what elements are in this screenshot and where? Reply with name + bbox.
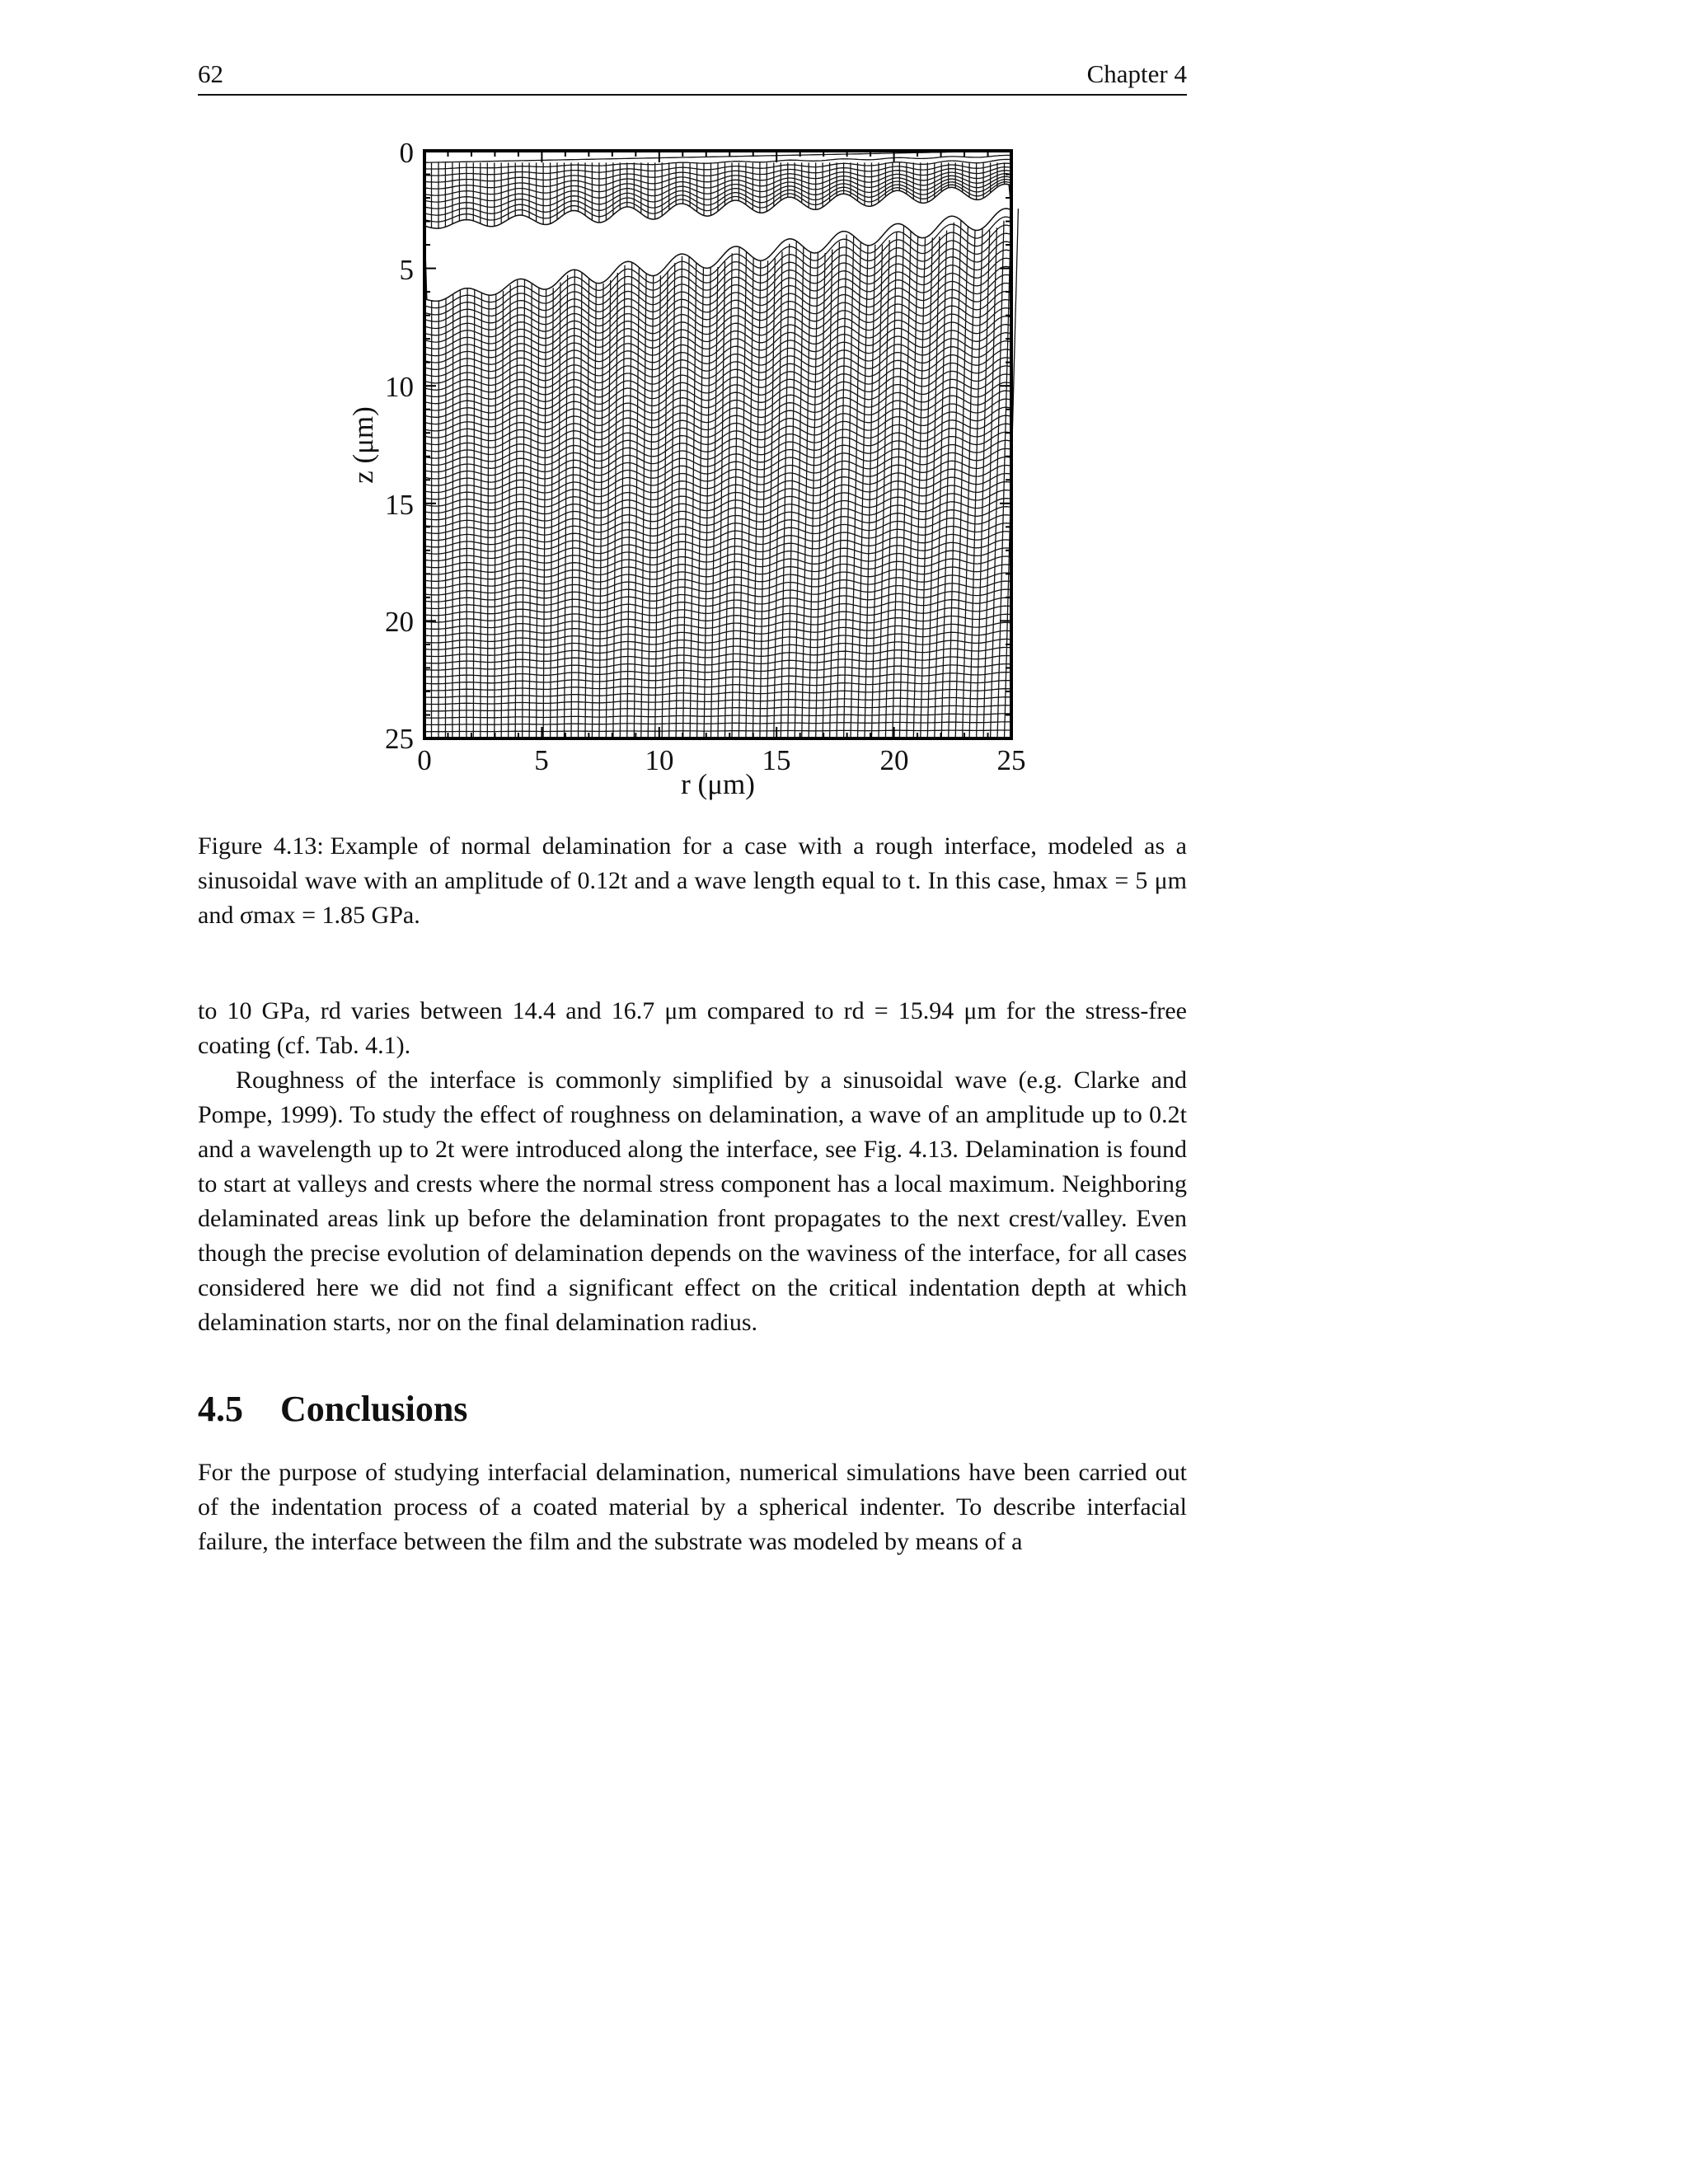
page-number: 62 [198,59,223,88]
body-section [198,994,1187,1340]
mesh-line [927,237,940,738]
mesh-line [941,223,954,738]
mesh-line [459,290,460,738]
mesh-line [424,382,1011,445]
mesh-line [452,294,453,738]
mesh-line [424,556,1011,588]
section-number: 4.5 [198,1389,243,1429]
mesh-line [935,231,947,739]
mesh-line [481,293,482,738]
conclusion-section [198,1455,1187,1559]
mesh-line [969,227,982,738]
paragraph-conclusion: For the purpose of studying interfacial delamination, numerical simulations have been carried out of the indentation process of a coated material by a spherical indenter. To describe interfacial failure, the interface between the film and the substrate was modeled by means of a [198,1459,1187,1555]
mesh-line [424,374,1011,438]
caption-label: Figure 4.13: [198,832,324,860]
x-tick-20: 20 [879,744,909,776]
paragraph-roughness: Roughness of the interface is commonly simplified by a sinusoidal wave (e.g. Clarke and Pompe, 1999). To study the effect of roughness on delamination, a wave of an amplitude up to 0.2t and a wavelength up to 2t were introduced along the interface, see Fig. 4.13. Delamination is found to start at valleys and crests where the normal stress component has a local maximum. Neighboring delaminated areas link up before the delamination front propagates to the next crest/valley. Even though the precise evolution of delamination depends on the waviness of the interface, for all cases considered here we did not find a significant effect on the critical indentation depth at which delamination starts, nor on the final delamination radius. [198,1066,1187,1336]
mesh-line [424,648,1011,663]
mesh-line [473,289,475,738]
x-tick-25: 25 [996,744,1026,776]
mesh-line [885,232,897,739]
mesh-line [774,251,782,738]
mesh-line [424,681,1011,691]
mesh-line [424,366,1011,431]
chapter-title: Chapter 4 [1086,59,1187,88]
y-tick-20: 20 [385,606,414,638]
paragraph-continuation: to 10 GPa, rd varies between 14.4 and 16.7 μm compared to rd = 15.94 μm for the stress-free coating (cf. Tab. 4.1). [198,997,1187,1059]
y-tick-10: 10 [385,371,414,403]
mesh-line [487,295,489,738]
mesh-line [424,664,1011,677]
section-heading [198,1388,467,1430]
x-tick-0: 0 [417,744,432,776]
y-tick-15: 15 [385,489,414,521]
figure-caption [198,829,1187,933]
mesh-line [424,415,1011,471]
mesh-line [424,391,1011,452]
caption-text: Example of normal delamination for a case with a rough interface, modeled as a sinusoidal wave with an amplitude of 0.12t and a wave length equal to t. In this case, hmax = 5 μm and σmax = 1.85 GPa. [198,832,1187,929]
mesh-line [445,298,446,738]
mesh-line [424,689,1011,698]
x-tick-15: 15 [762,744,791,776]
mesh-figure [0,0,1688,824]
mesh-line [802,246,811,738]
y-axis-label: z (μm) [347,406,379,484]
mesh-line [424,151,1011,162]
mesh-line [424,523,1011,561]
x-tick-5: 5 [534,744,549,776]
y-tick-25: 25 [385,723,414,755]
mesh-line [991,221,1004,738]
section-title: Conclusions [280,1389,468,1429]
mesh-line [913,233,925,738]
mesh-line [424,349,1011,418]
x-axis-label: r (μm) [681,768,755,800]
x-tick-10: 10 [645,744,674,776]
mesh-line [983,227,996,738]
mesh-grid [424,151,1018,738]
y-tick-0: 0 [399,137,414,169]
y-tick-5: 5 [399,254,414,286]
mesh-line [424,565,1011,595]
mesh-line [424,515,1011,554]
